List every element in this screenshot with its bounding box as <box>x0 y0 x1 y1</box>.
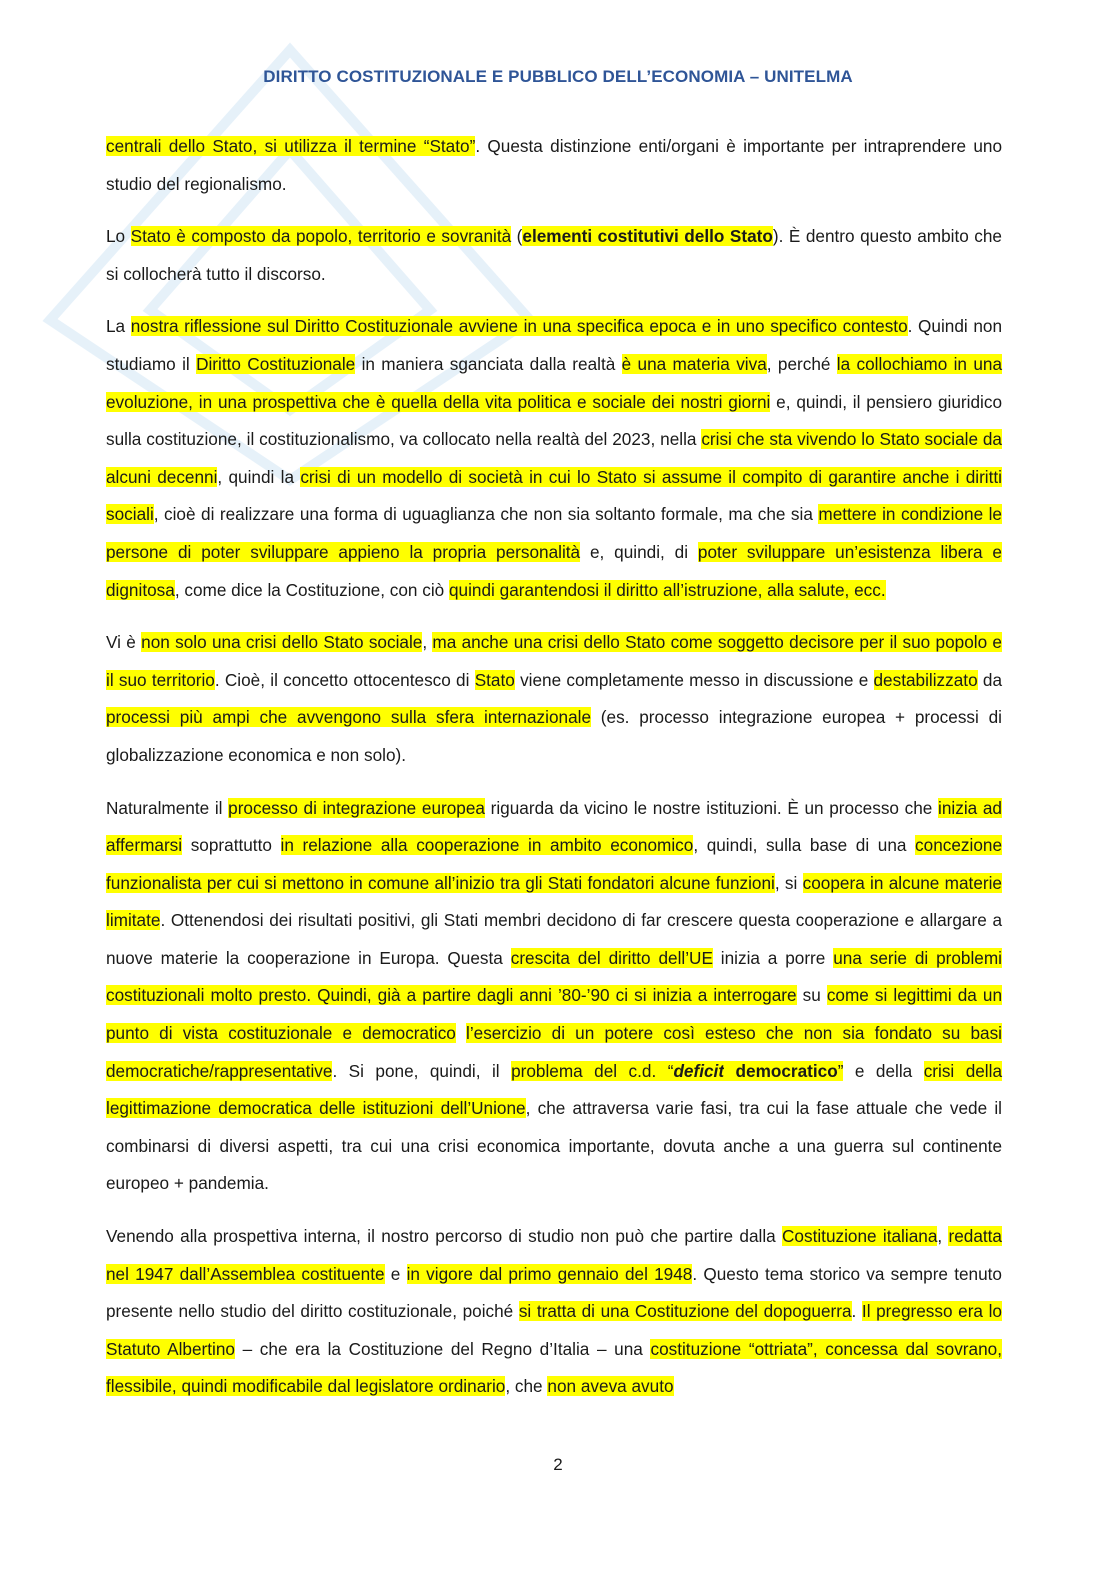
text-segment: , cioè di realizzare una forma di uguaglianza che non sia soltanto formale, ma che sia <box>153 504 819 525</box>
text-segment: ( <box>511 226 523 247</box>
text-segment: ). È dentro questo ambito che si collocherà tutto il discorso. <box>106 226 1002 284</box>
highlighted-text: in vigore dal primo gennaio del 1948 <box>406 1263 693 1284</box>
paragraph <box>106 128 1002 203</box>
text-segment: , <box>422 632 433 653</box>
highlighted-text: mettere in condizione le persone di poter sviluppare appieno la propria personalità <box>106 504 1002 562</box>
paragraph <box>106 218 1002 293</box>
text-segment: . Questa distinzione enti/organi è importante per intraprendere uno studio del regionalismo. <box>106 136 1003 194</box>
highlighted-text: Il pregresso era lo Statuto Albertino <box>106 1301 1002 1359</box>
highlighted-text: deficit <box>673 1060 725 1081</box>
highlighted-text: democratico <box>724 1060 838 1081</box>
highlighted-text: crisi che sta vivendo lo Stato sociale da alcuni decenni <box>106 429 1002 487</box>
highlighted-text: nostra riflessione sul Diritto Costituzionale avviene in una specifica epoca e in uno specifico contesto <box>130 316 908 337</box>
highlighted-text: come si legittimi da un punto di vista costituzionale e democratico <box>106 985 1002 1044</box>
highlighted-text: non solo una crisi dello Stato sociale <box>141 632 423 653</box>
text-segment: Naturalmente il <box>106 797 229 818</box>
text-segment: , quindi la <box>217 466 301 487</box>
highlighted-text: Diritto Costituzionale <box>196 353 356 374</box>
text-segment: . Quindi non studiamo il <box>106 316 1003 374</box>
highlighted-text: ” <box>837 1060 844 1081</box>
highlighted-text: problema del c.d. “ <box>511 1060 674 1081</box>
highlighted-text: redatta nel 1947 dall’Assemblea costituente <box>106 1226 1002 1284</box>
text-segment: , che <box>505 1376 548 1397</box>
document-body <box>106 128 1002 1421</box>
document-header: DIRITTO COSTITUZIONALE E PUBBLICO DELL’ECONOMIA – UNITELMA <box>263 67 853 86</box>
text-segment: inizia a porre <box>712 947 834 968</box>
text-segment <box>456 1023 466 1043</box>
text-segment: soprattutto <box>182 835 281 856</box>
highlighted-text: in relazione alla cooperazione in ambito economico <box>280 835 694 856</box>
highlighted-text: non aveva avuto <box>547 1376 674 1397</box>
highlighted-text: coopera in alcune materie limitate <box>106 872 1002 931</box>
highlighted-text: inizia ad affermarsi <box>106 797 1002 856</box>
text-segment: riguarda da vicino le nostre istituzioni. È un processo che <box>484 797 939 818</box>
highlighted-text: Costituzione italiana <box>782 1226 938 1247</box>
paragraph <box>106 624 1002 774</box>
text-segment: in maniera sganciata dalla realtà <box>355 353 622 374</box>
text-segment: su <box>796 985 827 1006</box>
text-segment: , come dice la Costituzione, con ciò <box>174 579 449 600</box>
highlighted-text: poter sviluppare un’esistenza libera e dignitosa <box>106 541 1002 600</box>
text-segment: da <box>977 669 1003 690</box>
text-segment: – che era la Costituzione del Regno d’Italia – una <box>234 1338 651 1359</box>
highlighted-text: la collochiamo in una evoluzione, in una prospettiva che è quella della vita politica e sociale dei nostri giorni <box>106 353 1002 412</box>
text-segment: . Ottenendosi dei risultati positivi, gli Stati membri decidono di far crescere questa cooperazione e allargare a nuove materie la cooperazione in Europa. Questa <box>106 910 1002 968</box>
text-segment: . Questo tema storico va sempre tenuto presente nello studio del diritto costituzionale, poiché <box>106 1263 1002 1322</box>
highlighted-text: processi più ampi che avvengono sulla sfera internazionale <box>106 707 592 728</box>
text-segment: Vi è <box>106 632 142 653</box>
text-segment: . Cioè, il concetto ottocentesco di <box>214 669 475 690</box>
text-segment: , perché <box>766 353 837 374</box>
highlighted-text: ma anche una crisi dello Stato come soggetto decisore per il suo popolo e il suo territorio <box>106 632 1002 690</box>
text-segment: , che attraversa varie fasi, tra cui la fase attuale che vede il combinarsi di diversi aspetti, tra cui una crisi economica importante, dovuta anche a una guerra sul continente europeo + pandemia. <box>106 1098 1002 1194</box>
highlighted-text: è una materia viva <box>621 353 767 374</box>
text-segment: e della <box>843 1060 924 1081</box>
text-segment: , quindi, sulla base di una <box>693 835 916 856</box>
highlighted-text: destabilizzato <box>873 669 978 690</box>
text-segment: La <box>106 316 131 337</box>
text-segment: . Si pone, quindi, il <box>332 1060 512 1081</box>
text-segment: e, quindi, di <box>580 541 698 562</box>
text-segment: Lo <box>106 226 131 247</box>
text-segment: (es. processo integrazione europea + processi di globalizzazione economica e non solo). <box>106 707 1002 765</box>
highlighted-text: processo di integrazione europea <box>228 797 485 818</box>
highlighted-text: crescita del diritto dell’UE <box>510 947 713 968</box>
highlighted-text: quindi garantendosi il diritto all’istruzione, alla salute, ecc. <box>449 579 886 600</box>
highlighted-text: l’esercizio di un potere così esteso che non sia fondato su basi democratiche/rappresentative <box>106 1023 1003 1081</box>
text-segment: , <box>937 1226 949 1247</box>
highlighted-text: elementi costitutivi dello Stato <box>522 226 773 247</box>
highlighted-text: crisi di un modello di società in cui lo Stato si assume il compito di garantire anche i diritti sociali <box>106 466 1002 525</box>
highlighted-text: si tratta di una Costituzione del dopoguerra <box>518 1301 852 1322</box>
highlighted-text: costituzione “ottriata”, concessa dal sovrano, flessibile, quindi modificabile dal legislatore ordinario <box>106 1338 1002 1397</box>
paragraph <box>106 308 1002 609</box>
text-segment: Venendo alla prospettiva interna, il nostro percorso di studio non può che partire dalla <box>106 1226 783 1247</box>
page-number: 2 <box>553 1455 563 1474</box>
text-segment: . <box>851 1301 862 1322</box>
paragraph <box>106 790 1002 1204</box>
highlighted-text: concezione funzionalista per cui si mettono in comune all’inizio tra gli Stati fondatori alcune funzioni <box>106 835 1002 893</box>
text-segment: e, quindi, il pensiero giuridico sulla costituzione, il costituzionalismo, va collocato nella realtà del 2023, nella <box>106 391 1003 450</box>
paragraph <box>106 1218 1002 1406</box>
highlighted-text: centrali dello Stato, si utilizza il termine “Stato” <box>106 136 476 156</box>
text-segment: , si <box>774 872 803 893</box>
text-segment: e <box>384 1263 407 1284</box>
highlighted-text: crisi della legittimazione democratica delle istituzioni dell’Unione <box>106 1060 1003 1119</box>
highlighted-text: una serie di problemi costituzionali molto presto. Quindi, già a partire dagli anni ’80-’90 ci si inizia a interrogare <box>106 947 1002 1006</box>
text-segment: viene completamente messo in discussione e <box>514 669 874 690</box>
highlighted-text: Stato è composto da popolo, territorio e sovranità <box>130 226 512 247</box>
highlighted-text: Stato <box>474 669 515 690</box>
